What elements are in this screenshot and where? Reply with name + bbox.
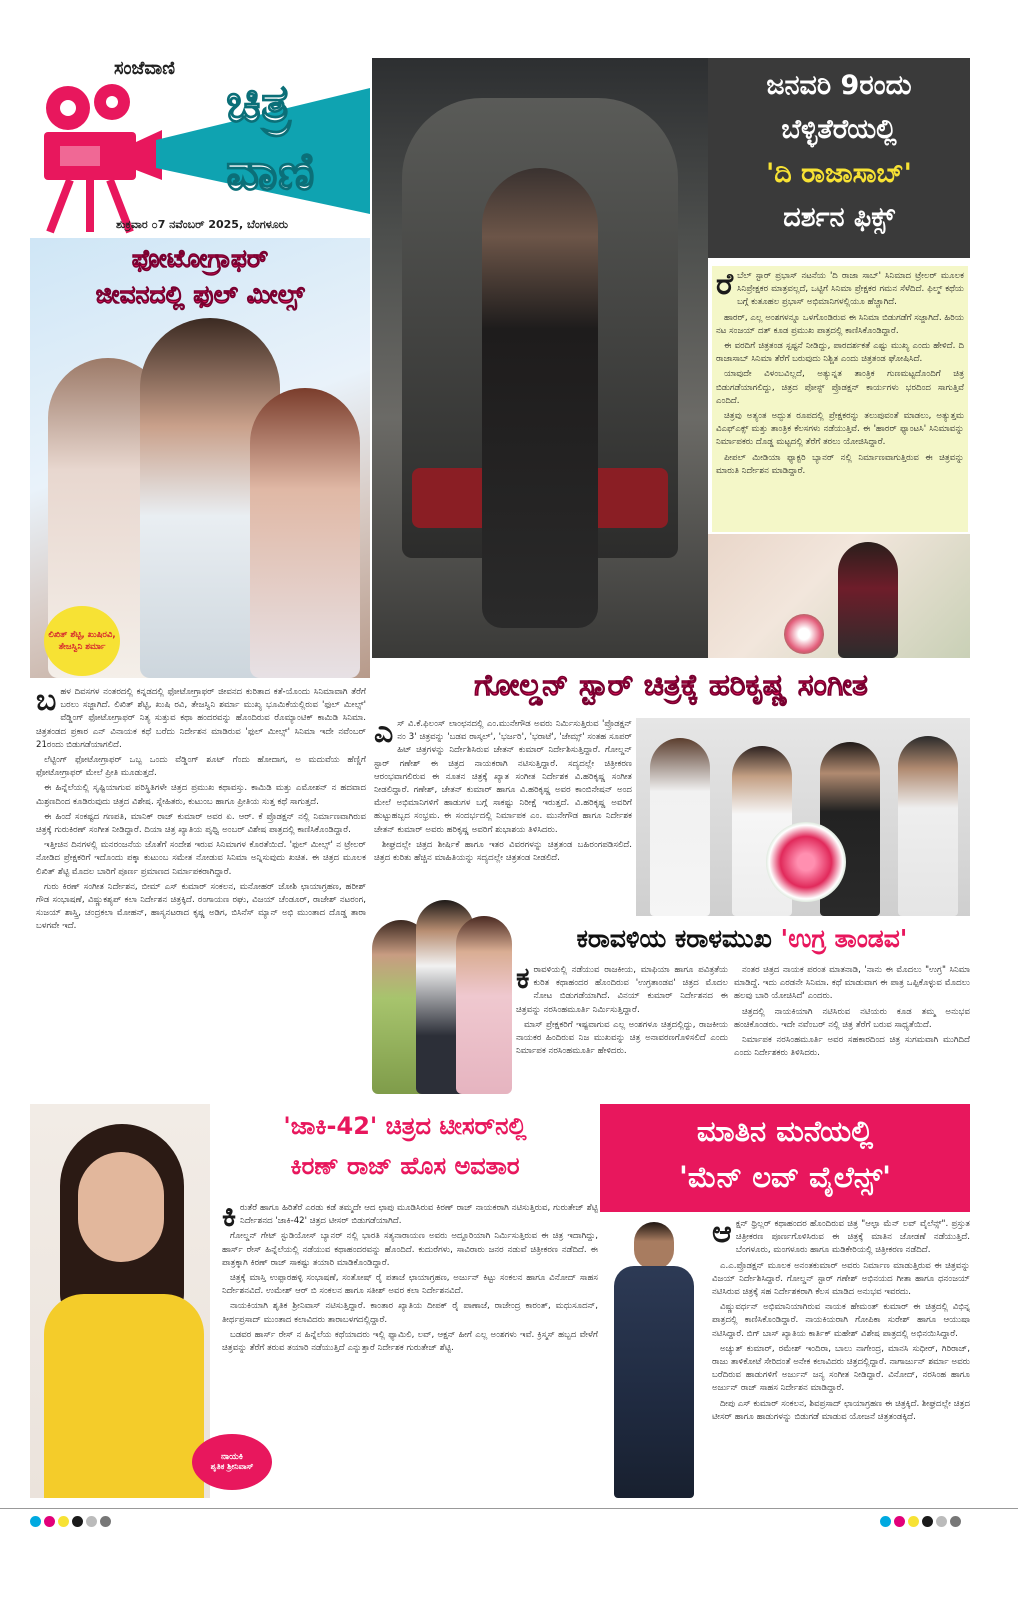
actress-pink-figure — [456, 916, 512, 1094]
registration-dot — [86, 1516, 97, 1527]
full-meals-headline-line1: ಫೋಟೋಗ್ರಾಫರ್ — [131, 244, 269, 273]
full-meals-dropcap: ಬ — [36, 686, 57, 718]
paragraph: ಅಚ್ಯುತ್ ಕುಮಾರ್, ರಮೇಶ್ ಇಂದಿರಾ, ಬಾಲು ನಾಗೇಂದ್ರ, ಮಾನಸಿ ಸುಧೀರ್, ಗಿರಿರಾಜ್, ರಾಜು ತಾಳಿಕೋಟೆ ಸೇರಿದಂತೆ ಅನೇಕ ಕಲಾವಿದರು ಚಿತ್ರದಲ್ಲಿದ್ದಾರೆ. ನಾಗಾರ್ಜುನ್ ಶರ್ಮಾ ಅವರು ಬರೆದಿರುವ ಹಾಡುಗಳಿಗೆ ಅರ್ಜುನ್ ಜನ್ಯ ಸಂಗೀತ ನೀಡಿದ್ದಾರೆ. ವಿನೋದ್, ನರಸಿಂಹ ಹಾಗೂ ಅರ್ಜುನ್ ರಾಜ್ ಸಾಹಸ ನಿರ್ದೇಶನ ಮಾಡಿದ್ದಾರೆ. — [712, 1343, 970, 1394]
paragraph: ದೀಪು ಎಸ್ ಕುಮಾರ್ ಸಂಕಲನ, ಶಿವಪ್ರಸಾದ್ ಛಾಯಾಗ್ರಹಣ ಈ ಚಿತ್ರಕ್ಕಿದೆ. ಶೀಘ್ರದಲ್ಲೇ ಚಿತ್ರದ ಟೀಸರ್ ಹಾಗೂ ಹಾಡುಗಳನ್ನು ಬಿಡುಗಡೆ ಮಾಡುವ ಯೋಜನೆ ಚಿತ್ರತಂಡಕ್ಕಿದೆ. — [712, 1398, 970, 1422]
ugra-tandava-dropcap: ಕ — [516, 964, 530, 996]
publisher-logo: ಸಂಜೆವಾಣಿ — [114, 58, 176, 79]
jockey-42-dropcap: ಕಿ — [222, 1202, 237, 1234]
paragraph: ಚಿತ್ರಕ್ಕೆ ಮಾಸ್ತಿ ಉಪ್ಪಾರಹಳ್ಳಿ ಸಂಭಾಷಣೆ, ಸಂತೋಷ್ ರೈ ಪತಾಜೆ ಛಾಯಾಗ್ರಹಣ, ಅರ್ಜುನ್ ಕಿಟ್ಟು ಸಂಕಲನ ಹಾಗೂ ವಿನೋದ್ ಸಾಹಸ ನಿರ್ದೇಶನವಿದೆ. ಉಮೇಶ್ ಆರ್ ಬಿ ಸಂಕಲನ ಹಾಗೂ ಸತೀಶ್ ಅವರ ಕಲಾ ನಿರ್ದೇಶನವಿದೆ. — [222, 1273, 598, 1297]
rajasaab-headline-line1: ಜನವರಿ 9ರಂದು — [766, 70, 912, 101]
registration-dot — [936, 1516, 947, 1527]
actor-head — [634, 1222, 674, 1270]
ugra-tandava-headline — [514, 924, 970, 954]
rajasaab-article — [712, 266, 968, 532]
rajasaab-dropcap: ರೆ — [716, 267, 734, 302]
paragraph: ಗುರು ಕಿರಣ್ ಸಂಗೀತ ನಿರ್ದೇಶನ, ಬೀಮ್ ಎಸ್ ಕುಮಾರ್ ಸಂಕಲನ, ಮನೋಹರ್ ಜೋಶಿ ಛಾಯಾಗ್ರಹಣ, ಹರೀಶ್ ಗೌಡ ಸಂಭಾಷಣೆ, ವಿಷ್ಣುಕಶ್ಯಪ್ ಕಲಾ ನಿರ್ದೇಶನ ಚಿತ್ರಕ್ಕಿದೆ. ರಂಗಾಯಣ ರಘು, ವಿಜಯ್ ಚೆಂಡೂರ್, ರಾಜೇಶ್ ನಟರಂಗ, ಸುಜಯ್ ಶಾಸ್ತ್ರಿ, ಚಂದ್ರಕಲಾ ಮೋಹನ್, ಹಾಸ್ಯನಟರಾದ ಕೃಷ್ಣ ಅಡಿಗ, ಬಿಸಿನೆಸ್ ಮ್ಯಾನ್ ಅಭಿ ಮುಂತಾದ ದೊಡ್ಡ ತಾರಾ ಬಳಗವೇ ಇದೆ. — [36, 881, 366, 932]
paragraph: ವಿಷ್ಣುವರ್ಧನ್ ಅಭಿಮಾನಿಯಾಗಿರುವ ನಾಯಕ ಹೇಮಂತ್ ಕುಮಾರ್ ಈ ಚಿತ್ರದಲ್ಲಿ ವಿಭಿನ್ನ ಪಾತ್ರದಲ್ಲಿ ಕಾಣಿಸಿಕೊಂಡಿದ್ದಾರೆ. ನಾಯಕಿಯರಾಗಿ ಗೋಪಿಕಾ ಸುರೇಶ್ ಹಾಗೂ ಆಯುಷಾ ನಟಿಸಿದ್ದಾರೆ. ಬಿಗ್ ಬಾಸ್ ಖ್ಯಾತಿಯ ಕಾರ್ತಿಕ್ ಮಹೇಶ್ ವಿಶೇಷ ಪಾತ್ರದಲ್ಲಿ ಅಭಿನಯಿಸಿದ್ದಾರೆ. — [712, 1302, 970, 1339]
dateline: ಶುಕ್ರವಾರ ೦7 ನವೆಂಬರ್ 2025, ಬೆಂಗಳೂರು — [116, 218, 289, 231]
registration-dot — [922, 1516, 933, 1527]
prabhas-inset-photo — [708, 534, 970, 658]
golden-star-dropcap: ಎ — [374, 718, 394, 750]
paragraph: ಈ ಹಿನ್ನೆಲೆಯಲ್ಲಿ ಸೃಷ್ಟಿಯಾಗುವ ಪರಿಸ್ಥಿತಿಗಳೇ ಚಿತ್ರದ ಪ್ರಮುಖ ಕಥಾವಸ್ತು. ಕಾಮಿಡಿ ಮತ್ತು ಎಮೋಶನ್ ನ ಹದವಾದ ಮಿಶ್ರಣದಿಂದ ಕೂಡಿರುವುದು ಚಿತ್ರದ ವಿಶೇಷ. ಸ್ನೇಹಿತರು, ಕುಟುಂಬ ಹಾಗೂ ಪ್ರೀತಿಯ ಸುತ್ತ ಕಥೆ ಸಾಗುತ್ತದೆ. — [36, 783, 366, 807]
ugra-tandava-headline-title: 'ಉಗ್ರ ತಾಂಡವ' — [780, 924, 908, 953]
paragraph: ಹಾರರ್, ಎಲ್ಲ ಅಂಶಗಳನ್ನೂ ಒಳಗೊಂಡಿರುವ ಈ ಸಿನಿಮಾ ಬಿಡುಗಡೆಗೆ ಸಜ್ಜಾಗಿದೆ. ಹಿರಿಯ ನಟ ಸಂಜಯ್ ದತ್ ಕೂಡ ಪ್ರಮುಖ ಪಾತ್ರದಲ್ಲಿ ಕಾಣಿಸಿಕೊಂಡಿದ್ದಾರೆ. — [716, 312, 964, 336]
registration-dot — [908, 1516, 919, 1527]
full-meals-headline-line2: ಜೀವನದಲ್ಲಿ ಫುಲ್ ಮೀಲ್ಸ್ — [95, 280, 305, 309]
paragraph: ಕ್ಷನ್ ಥ್ರಿಲ್ಲರ್ ಕಥಾಹಂದರ ಹೊಂದಿರುವ ಚಿತ್ರ "ಆಲ್ಫಾ ಮೆನ್ ಲವ್ ವೈಲೆನ್ಸ್". ಪ್ರಸ್ತುತ ಚಿತ್ರೀಕರಣ ಪೂರ್ಣಗೊಳಿಸಿರುವ ಈ ಚಿತ್ರಕ್ಕೆ ಮಾತಿನ ಜೋಡಣೆ ನಡೆಯುತ್ತಿದೆ. ಬೆಂಗಳೂರು, ಮಂಗಳೂರು ಹಾಗೂ ಮಡಿಕೇರಿಯಲ್ಲಿ ಚಿತ್ರೀಕರಣ ನಡೆದಿದೆ. — [735, 1219, 970, 1256]
registration-dot — [880, 1516, 891, 1527]
section-title-line1: ಚಿತ್ರ — [226, 74, 291, 134]
paragraph: ರುತೆರೆ ಹಾಗೂ ಹಿರಿತೆರೆ ಎರಡು ಕಡೆ ತಮ್ಮದೇ ಆದ ಛಾಪು ಮೂಡಿಸಿರುವ ಕಿರಣ್ ರಾಜ್ ನಾಯಕರಾಗಿ ನಟಿಸುತ್ತಿರುವ, ಗುರುತೇಜ್ ಶೆಟ್ಟಿ ನಿರ್ದೇಶನದ 'ಜಾಕಿ-42' ಚಿತ್ರದ ಟೀಸರ್ ಬಿಡುಗಡೆಯಾಗಿದೆ. — [240, 1203, 598, 1227]
person-4-figure — [898, 736, 958, 916]
actress-yellow-top — [44, 1294, 204, 1498]
registration-dot — [72, 1516, 83, 1527]
paragraph: ಚಿತ್ರವು ಅತ್ಯಂತ ಅದ್ಭುತ ರೂಪದಲ್ಲಿ ಪ್ರೇಕ್ಷಕರನ್ನು ತಲುಪುವಂತೆ ಮಾಡಲು, ಅತ್ಯುತ್ತಮ ವಿಎಫ್ಎಕ್ಸ್ ಮತ್ತು ತಾಂತ್ರಿಕ ಕೆಲಸಗಳು ನಡೆಯುತ್ತಿವೆ. ಈ 'ಹಾರರ್ ಫ್ಯಾಂಟಸಿ' ಸಿನಿಮಾವನ್ನು ನಿರ್ಮಾಪಕರು ದೊಡ್ಡ ಮಟ್ಟದಲ್ಲಿ ತೆರೆಗೆ ತರಲು ಯೋಜಿಸಿದ್ದಾರೆ. — [716, 411, 964, 448]
golden-star-headline: ಗೋಲ್ಡನ್ ಸ್ಟಾರ್ ಚಿತ್ರಕ್ಕೆ ಹರಿಕೃಷ್ಣ ಸಂಗೀತ — [474, 668, 868, 703]
section-title-line2: ವಾಣಿ — [226, 142, 315, 202]
masthead — [30, 58, 370, 236]
registration-marks-right — [880, 1512, 964, 1531]
cast-caption-text: ಲಿಖಿತ್ ಶೆಟ್ಟಿ, ಖುಷಿರವಿ, ತೇಜಸ್ವಿನಿ ಶರ್ಮಾ — [48, 630, 116, 652]
registration-marks-left — [30, 1512, 114, 1531]
paragraph: ಹಳ ದಿವಸಗಳ ನಂತರದಲ್ಲಿ ಕನ್ನಡದಲ್ಲಿ ಫೋಟೋಗ್ರಾಫರ್ ಜೀವನದ ಕುರಿತಾದ ಕತೆ-ಯೊಂದು ಸಿನಿಮಾವಾಗಿ ತೆರೆಗೆ ಬರಲು ಸಜ್ಜಾಗಿದೆ. ಲಿಖಿತ್ ಶೆಟ್ಟಿ, ಖುಷಿ ರವಿ, ತೇಜಸ್ವಿನಿ ಶರ್ಮಾ ಮುಖ್ಯ ಭೂಮಿಕೆಯಲ್ಲಿರುವ 'ಫುಲ್ ಮೀಲ್ಸ್' ವೆಡ್ಡಿಂಗ್ ಫೋಟೋಗ್ರಾಫರ್ ನಿತ್ಯ ಸುತ್ತುವ ಕಥಾ ಹಂದರವನ್ನು ಹೊಂದಿರುವ ರೊಮ್ಯಾಂಟಿಕ್ ಕಾಮಿಡಿ ಸಿನಿಮಾ. ಚಿತ್ರತಂಡದ ಪ್ರಕಾರ ಎನ್ ವಿನಾಯಕ ಕಥೆ ಬರೆದು ನಿರ್ದೇಶನ ಮಾಡಿರುವ 'ಫುಲ್ ಮೀಲ್ಸ್' ಸಿನಿಮಾ ಇದೇ ನವೆಂಬರ್ 21ರಂದು ಬಿಡುಗಡೆಯಾಗಲಿದೆ. — [36, 687, 366, 750]
ugra-tandava-article-left — [516, 964, 728, 1094]
paragraph: ಲೆಟ್ಟಿಂಗ್ ಫೋಟೋಗ್ರಾಫರ್ ಒಬ್ಬ ಒಂದು ವೆಡ್ಡಿಂಗ್ ಶೂಟ್ ಗೆಂದು ಹೋದಾಗ, ಅ ಮದುವೆಯ ಹೆಣ್ಣಿಗೆ ಫೋಟೋಗ್ರಾಫರ್ ಮೇಲೆ ಪ್ರೀತಿ ಮೂಡುತ್ತದೆ. — [36, 755, 366, 779]
full-meals-article — [36, 686, 366, 998]
bouquet — [784, 614, 824, 654]
paragraph: ರಾವಳಿಯಲ್ಲಿ ನಡೆಯುವ ರಾಜಕೀಯ, ಮಾಫಿಯಾ ಹಾಗೂ ಪವಿತ್ರತೆಯ ಕುರಿತ ಕಥಾಹಂದರ ಹೊಂದಿರುವ 'ಉಗ್ರತಾಂಡವ' ಚಿತ್ರದ ಮೊದಲ ನೋಟ ಬಿಡುಗಡೆಯಾಗಿದೆ. ವಿನಯ್ ಕುಮಾರ್ ನಿರ್ದೇಶನದ ಈ ಚಿತ್ರವನ್ನು ನರಸಿಂಹಮೂರ್ತಿ ನಿರ್ಮಿಸುತ್ತಿದ್ದಾರೆ. — [516, 965, 728, 1015]
actor-suit — [614, 1266, 694, 1498]
actor-inset-figure — [838, 542, 898, 658]
golden-star-group-photo — [636, 718, 970, 916]
paragraph: ಮಾಸ್ ಪ್ರೇಕ್ಷಕರಿಗೆ ಇಷ್ಟವಾಗುವ ಎಲ್ಲ ಅಂಶಗಳೂ ಚಿತ್ರದಲ್ಲಿದ್ದು, ರಾಜಕೀಯ ನಾಯಕರ ಹಿಂದಿರುವ ನಿಜ ಮುಖವನ್ನು ಚಿತ್ರ ಅನಾವರಣಗೊಳಿಸಲಿದೆ ಎಂದು ನಿರ್ಮಾಪಕ ನರಸಿಂಹಮೂರ್ತಿ ಹೇಳಿದರು. — [516, 1019, 728, 1057]
ugra-tandava-headline-pre: ಕರಾವಳಿಯ ಕರಾಳಮುಖ — [576, 924, 772, 953]
heroine-caption-name: ಶೃತಿಕ ಶ್ರೀನಿವಾಸ್ — [210, 1462, 254, 1471]
paragraph: ಚಿತ್ರದಲ್ಲಿ ನಾಯಕಿಯಾಗಿ ನಟಿಸಿರುವ ನಟಿಯರು ಕೂಡ ತಮ್ಮ ಅನುಭವ ಹಂಚಿಕೊಂಡರು. ಇದೇ ನವೆಂಬರ್ ನಲ್ಲಿ ಚಿತ್ರ ತೆರೆಗೆ ಬರುವ ಸಾಧ್ಯತೆಯಿದೆ. — [734, 1006, 970, 1030]
paragraph: ನಾಯಕಿಯಾಗಿ ಶೃತಿಕ ಶ್ರೀನಿವಾಸ್ ನಟಿಸುತ್ತಿದ್ದಾರೆ. ಕಾಂತಾರ ಖ್ಯಾತಿಯ ದೀಪಕ್ ರೈ ಪಾಣಾಜೆ, ರಾಜೇಂದ್ರ ಕಾರಂತ್, ಮಧುಸೂದನ್, ತೀರ್ಥಪ್ರಸಾದ್ ಮುಂತಾದ ಕಲಾವಿದರು ತಾರಾಬಳಗದಲ್ಲಿದ್ದಾರೆ. — [222, 1301, 598, 1325]
rajasaab-headline-line2: ಬೆಳ್ಳಿತೆರೆಯಲ್ಲಿ — [781, 114, 897, 145]
rajasaab-headline-line3: 'ದಿ ರಾಜಾಸಾಬ್' — [766, 158, 912, 189]
bottom-border-line — [0, 1508, 1018, 1509]
hemanth-kumar-photo — [600, 1218, 708, 1498]
paragraph: ಇತ್ತೀಚಿನ ದಿನಗಳಲ್ಲಿ ಮನರಂಜನೆಯ ಜೊತೆಗೆ ಸಂದೇಶ ಇರುವ ಸಿನಿಮಾಗಳ ಕೊರತೆಯಿದೆ. 'ಫುಲ್ ಮೀಲ್ಸ್' ನ ಟ್ರೇಲರ್ ನೋಡಿದ ಪ್ರೇಕ್ಷಕರಿಗೆ ಇದೊಂದು ಪಕ್ಕಾ ಕುಟುಂಬ ಸಮೇತ ನೋಡುವ ಸಿನಿಮಾ ಅನ್ನಿಸುವುದು ಖಚಿತ. ಈ ಚಿತ್ರದ ಮೂಲಕ ಲಿಖಿತ್ ಶೆಟ್ಟಿ ಮೊದಲ ಬಾರಿಗೆ ಪೂರ್ಣ ಪ್ರಮಾಣದ ನಿರ್ಮಾಪಕರಾಗಿದ್ದಾರೆ. — [36, 840, 366, 877]
cast-caption-badge — [44, 606, 120, 676]
men-love-violence-headline-line1: ಮಾತಿನ ಮನೆಯಲ್ಲಿ — [696, 1114, 874, 1148]
ugra-tandava-article-right — [734, 964, 970, 1094]
paragraph: ಈ ವರದಿಗೆ ಚಿತ್ರತಂಡ ಸ್ಪಷ್ಟನೆ ನೀಡಿದ್ದು, ಪಾರದರ್ಶಕತೆ ಎಷ್ಟು ಮುಖ್ಯ ಎಂದು ಹೇಳಿದೆ. ದಿ ರಾಜಾಸಾಬ್ ಸಿನಿಮಾ ತೆರೆಗೆ ಬರುವುದು ನಿಶ್ಚಿತ ಎಂದು ಚಿತ್ರತಂಡ ಘೋಷಿಸಿದೆ. — [716, 341, 964, 365]
jockey-42-actress-photo — [30, 1104, 210, 1498]
rajasaab-throne-photo — [372, 58, 708, 658]
registration-dot — [30, 1516, 41, 1527]
rajasaab-headline-line4: ದರ್ಶನ ಫಿಕ್ಸ್ — [783, 202, 895, 233]
golden-star-article — [374, 718, 632, 918]
paragraph: ಪೀಪಲ್ ಮೀಡಿಯಾ ಫ್ಯಾಕ್ಟರಿ ಬ್ಯಾನರ್ ನಲ್ಲಿ ನಿರ್ಮಾಣವಾಗುತ್ತಿರುವ ಈ ಚಿತ್ರವನ್ನು ಮಾರುತಿ ನಿರ್ದೇಶನ ಮಾಡಿದ್ದಾರೆ. — [716, 452, 964, 476]
registration-dot — [950, 1516, 961, 1527]
paragraph: ನಿರ್ಮಾಪಕ ನರಸಿಂಹಮೂರ್ತಿ ಅವರ ಸಹಕಾರದಿಂದ ಚಿತ್ರ ಸುಗಮವಾಗಿ ಮುಗಿದಿದೆ ಎಂದು ನಿರ್ದೇಶಕರು ತಿಳಿಸಿದರು. — [734, 1035, 970, 1059]
registration-dot — [58, 1516, 69, 1527]
registration-dot — [100, 1516, 111, 1527]
ugra-tandava-cast-photo — [372, 894, 512, 1094]
jockey-42-headline-line2: ಕಿರಣ್ ರಾಜ್ ಹೊಸ ಅವತಾರ — [290, 1152, 520, 1180]
paragraph: ಸ್ ವಿ.ಕೆ.ಫಿಲಂಸ್ ಲಾಂಛನದಲ್ಲಿ ಎಂ.ಮುನೇಗೌಡ ಅವರು ನಿರ್ಮಿಸುತ್ತಿರುವ 'ಪ್ರೊಡಕ್ಷನ್ ನಂ 3' ಚಿತ್ರವನ್ನು 'ಬಡವ ರಾಸ್ಕಲ್', 'ಭರ್ಜರಿ', 'ಭರಾಟೆ', 'ಜೇಮ್ಸ್' ಸಂತಹ ಸೂಪರ್ ಹಿಟ್ ಚಿತ್ರಗಳನ್ನು ನಿರ್ದೇಶಿಸಿರುವ ಚೇತನ್ ಕುಮಾರ್ ನಿರ್ದೇಶಿಸುತ್ತಿದ್ದಾರೆ. ಗೋಲ್ಡನ್ ಸ್ಟಾರ್ ಗಣೇಶ್ ಈ ಚಿತ್ರದ ನಾಯಕರಾಗಿ ನಟಿಸುತ್ತಿದ್ದಾರೆ. ಸದ್ಯದಲ್ಲೇ ಚಿತ್ರೀಕರಣ ಆರಂಭವಾಗಲಿರುವ ಈ ನೂತನ ಚಿತ್ರಕ್ಕೆ ಖ್ಯಾತ ಸಂಗೀತ ನಿರ್ದೇಶಕ ವಿ.ಹರಿಕೃಷ್ಣ ಸಂಗೀತ ನೀಡಲಿದ್ದಾರೆ. ಗಣೇಶ್, ಚೇತನ್ ಕುಮಾರ್ ಹಾಗೂ ವಿ.ಹರಿಕೃಷ್ಣ ಅವರ ಕಾಂಬಿನೇಷನ್ ಅಂದ ಮೇಲೆ ಅಭಿಮಾನಿಗಳಿಗೆ ಹಾಡುಗಳ ಬಗ್ಗೆ ಸಾಕಷ್ಟು ನಿರೀಕ್ಷೆ ಇರುತ್ತದೆ. ವಿ.ಹರಿಕೃಷ್ಣ ಅವರಿಗೆ ಹುಟ್ಟುಹಬ್ಬದ ಸಂಭ್ರಮ. ಈ ಸಂದರ್ಭದಲ್ಲಿ ನಿರ್ಮಾಪಕ ಎಂ. ಮುನೇಗೌಡ ಹಾಗೂ ನಿರ್ದೇಶಕ ಚೇತನ್ ಕುಮಾರ್ ಅವರು ಹರಿಕೃಷ್ಣ ಅವರಿಗೆ ಶುಭಾಶಯ ತಿಳಿಸಿದರು. — [374, 719, 632, 835]
actor-figure — [482, 168, 598, 628]
paragraph: ಗೋಲ್ಡನ್ ಗೇಟ್ ಸ್ಟುಡಿಯೋಸ್ ಬ್ಯಾನರ್ ನಲ್ಲಿ ಭಾರತಿ ಸತ್ಯನಾರಾಯಣ ಅವರು ಅದ್ದೂರಿಯಾಗಿ ನಿರ್ಮಿಸುತ್ತಿರುವ ಈ ಚಿತ್ರ ಇದಾಗಿದ್ದು, ಹಾರ್ಸ್ ರೇಸ್ ಹಿನ್ನೆಲೆಯಲ್ಲಿ ನಡೆಯುವ ಕಥಾಹಂದರವನ್ನು ಹೊಂದಿದೆ. ಕುದುರೆಗಳು, ಸಾವಿರಾರು ಜನರ ನಡುವೆ ಚಿತ್ರೀಕರಣ ನಡೆದಿದೆ. ಈ ಪಾತ್ರಕ್ಕಾಗಿ ಕಿರಣ್ ರಾಜ್ ಸಾಕಷ್ಟು ತಯಾರಿ ಮಾಡಿಕೊಂಡಿದ್ದಾರೆ. — [222, 1231, 598, 1268]
paragraph: ಬಡವರ ಹಾರ್ಸ್ ರೇಸ್ ನ ಹಿನ್ನೆಲೆಯ ಕಥೆಯಾದರು ಇಲ್ಲಿ ಫ್ಯಾಮಿಲಿ, ಲವ್, ಆಕ್ಷನ್ ಹೀಗೆ ಎಲ್ಲ ಅಂಶಗಳು ಇವೆ. ಕ್ರಿಸ್ಮಸ್ ಹಬ್ಬದ ವೇಳೆಗೆ ಚಿತ್ರವನ್ನು ತೆರೆಗೆ ತರುವ ತಯಾರಿ ನಡೆಯುತ್ತಿದೆ ಎನ್ನುತ್ತಾರೆ ನಿರ್ದೇಶಕ ಗುರುತೇಜ್ ಶೆಟ್ಟಿ. — [222, 1329, 598, 1354]
men-love-violence-dropcap: ಆ — [712, 1218, 732, 1250]
registration-dot — [894, 1516, 905, 1527]
men-love-violence-headline-line2: 'ಮೆನ್ ಲವ್ ವೈಲೆನ್ಸ್' — [679, 1160, 891, 1194]
paragraph: ಈ ಹಿಂದೆ ಸಂಕಷ್ಟದ ಗಣಪತಿ, ಮಾನಿಕ್ ರಾಜ್ ಕುಮಾರ್ ಅವರ ಏ. ಆರ್. ಕೆ ಪ್ರೊಡಕ್ಷನ್ ನಲ್ಲಿ ನಿರ್ಮಾಣವಾಗಿರುವ ಚಿತ್ರಕ್ಕೆ ಗುರುಕಿರಣ್ ಸಂಗೀತ ನೀಡಿದ್ದಾರೆ. ದಿಯಾ ಚಿತ್ರ ಖ್ಯಾತಿಯ ಪೃಥ್ವಿ ಅಂಬರ್ ವಿಶೇಷ ಪಾತ್ರದಲ್ಲಿ ಕಾಣಿಸಿಕೊಂಡಿದ್ದಾರೆ. — [36, 811, 366, 836]
paragraph: ಶೀಘ್ರದಲ್ಲೇ ಚಿತ್ರದ ಶೀರ್ಷಿಕೆ ಹಾಗೂ ಇತರ ವಿವರಗಳನ್ನು ಚಿತ್ರತಂಡ ಬಹಿರಂಗಪಡಿಸಲಿದೆ. ಚಿತ್ರದ ಕುರಿತು ಹೆಚ್ಚಿನ ಮಾಹಿತಿಯನ್ನು ಸದ್ಯದಲ್ಲೇ ಚಿತ್ರತಂಡ ನೀಡಲಿದೆ. — [374, 839, 632, 864]
registration-dot — [44, 1516, 55, 1527]
film-projector-logo — [30, 80, 162, 236]
heroine-caption-title: ನಾಯಕಿ — [220, 1452, 244, 1462]
person-1-figure — [650, 738, 710, 916]
paragraph: ನಂತರ ಚಿತ್ರದ ನಾಯಕ ಪರಂತ ಮಾತನಾಡಿ, 'ನಾನು ಈ ಮೊದಲು "ಉಗ್ರ" ಸಿನಿಮಾ ಮಾಡಿದ್ದೆ. ಇದು ಎರಡನೇ ಸಿನಿಮಾ. ಕಥೆ ಮಾಡುವಾಗ ಈ ಪಾತ್ರ ಒಪ್ಪಿಕೊಳ್ಳುವ ಮೊದಲು ಹಲವು ಬಾರಿ ಯೋಚಿಸಿದೆ' ಎಂದರು. — [734, 965, 970, 1002]
actress-right-figure — [250, 388, 360, 678]
paragraph: ಯಾವುದೇ ವಿಳಂಬವಿಲ್ಲದೆ, ಅತ್ಯುನ್ನತ ತಾಂತ್ರಿಕ ಗುಣಮಟ್ಟದೊಂದಿಗೆ ಚಿತ್ರ ಬಿಡುಗಡೆಯಾಗಲಿದ್ದು, ಚಿತ್ರದ ಪೋಸ್ಟ್ ಪ್ರೊಡಕ್ಷನ್ ಕಾರ್ಯಗಳು ಭರದಿಂದ ಸಾಗುತ್ತಿವೆ ಎಂದಿದೆ. — [716, 369, 964, 406]
paragraph: ಬೆಲ್ ಸ್ಟಾರ್ ಪ್ರಭಾಸ್ ನಟನೆಯ 'ದಿ ರಾಜಾ ಸಾಬ್' ಸಿನಿಮಾದ ಟ್ರೇಲರ್ ಮೂಲಕ ಸಿನಿಪ್ರೇಕ್ಷಕರ ಮಾತ್ರವಲ್ಲದೆ, ಒಟ್ಟಿಗೆ ಸಿನಿಮಾ ಪ್ರೇಕ್ಷಕರ ಗಮನ ಸೆಳೆದಿದೆ. ಫಿಲ್ಮ್ ಕಥೆಯ ಬಗ್ಗೆ ಕುತೂಹಲ ಪ್ರಭಾಸ್ ಅಭಿಮಾನಿಗಳಲ್ಲಿಯೂ ಹೆಚ್ಚಾಗಿದೆ. — [737, 271, 964, 308]
jockey-42-headline-line1: 'ಜಾಕಿ-42' ಚಿತ್ರದ ಟೀಸರ್‌ನಲ್ಲಿ — [283, 1112, 527, 1140]
flower-bouquet — [766, 822, 846, 902]
actress-face — [78, 1152, 164, 1262]
paragraph: ಎ.ಎ.ಪ್ರೊಡಕ್ಷನ್ ಮೂಲಕ ಅನಂತಕುಮಾರ್ ಅವರು ನಿರ್ಮಾಣ ಮಾಡುತ್ತಿರುವ ಈ ಚಿತ್ರವನ್ನು ವಿಜಯ್ ನಿರ್ದೇಶಿಸಿದ್ದಾರೆ. ಗೋಲ್ಡನ್ ಸ್ಟಾರ್ ಗಣೇಶ್ ಅಭಿನಯದ ಗೀತಾ ಹಾಗೂ ಧನಂಜಯ್ ನಟಿಸಿರುವ ಚಿತ್ರಕ್ಕೆ ಸಹ ನಿರ್ದೇಶಕರಾಗಿ ಕೆಲಸ ಮಾಡಿದ ಅನುಭವ ಇವರದು. — [712, 1260, 970, 1298]
men-love-violence-article — [712, 1218, 970, 1498]
jockey-42-article — [222, 1202, 598, 1498]
